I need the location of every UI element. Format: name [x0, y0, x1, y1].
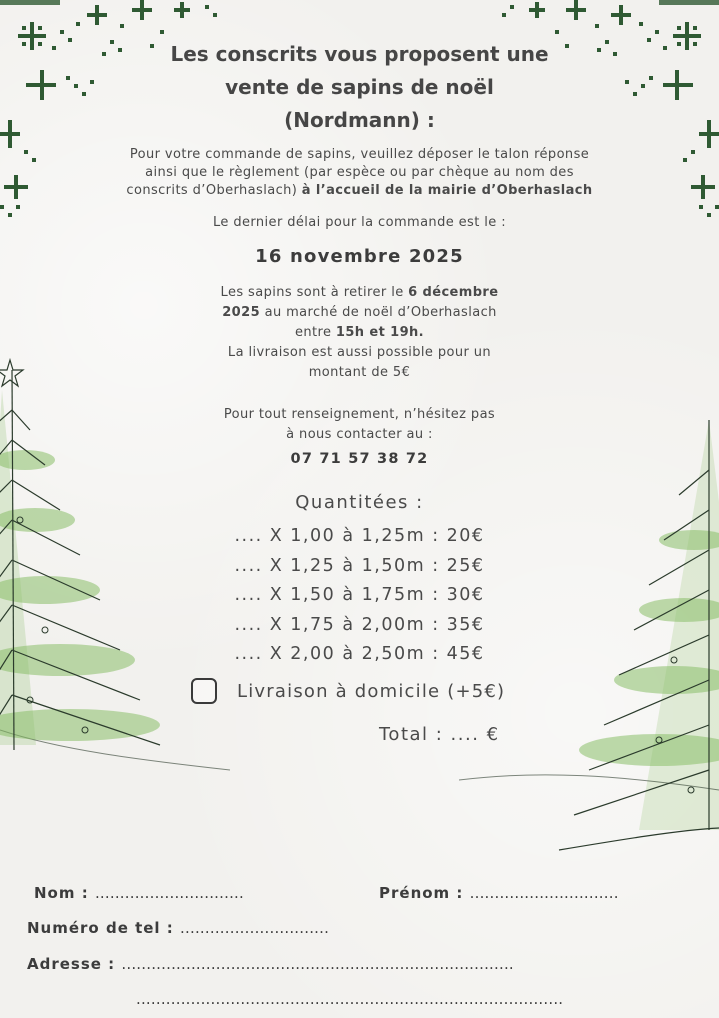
pickup-info [0, 283, 719, 383]
title-line-1: Les conscrits vous proposent une [170, 42, 549, 66]
contact-info [0, 405, 719, 445]
nom-input-line[interactable]: .............................. [94, 884, 244, 902]
pickup-date-year: 2025 [222, 305, 261, 320]
pickup-line-1-text: Les sapins sont à retirer le [220, 285, 404, 300]
delivery-note-line-2: montant de 5€ [308, 365, 411, 380]
intro-paragraph [0, 146, 719, 200]
prenom-input-line[interactable]: .............................. [469, 884, 619, 902]
pickup-date-day: 6 décembre [408, 285, 499, 300]
pickup-line-3 [0, 323, 719, 343]
quantity-item[interactable]: .... X 2,00 à 2,50m : 45€ [234, 644, 485, 665]
title-line-3: (Nordmann) : [284, 108, 435, 132]
delivery-option[interactable] [191, 676, 505, 706]
prenom-field[interactable] [379, 884, 619, 902]
tel-field[interactable] [27, 919, 329, 937]
adresse-field[interactable] [27, 955, 514, 973]
adresse-input-line[interactable]: ............................................................................... [121, 955, 514, 973]
pickup-location: au marché de noël d’Oberhaslach [264, 305, 497, 320]
deadline-date: 16 novembre 2025 [255, 246, 464, 267]
page-title [0, 38, 719, 137]
quantity-item[interactable]: .... X 1,25 à 1,50m : 25€ [234, 555, 485, 576]
tel-label: Numéro de tel : [27, 919, 174, 937]
tel-input-line[interactable]: .............................. [180, 919, 330, 937]
title-line-2: vente de sapins de noël [225, 75, 494, 99]
quantities-list [0, 522, 719, 670]
pickup-line-2 [0, 303, 719, 323]
adresse-second-line[interactable] [136, 990, 563, 1008]
delivery-checkbox[interactable] [191, 678, 217, 704]
delivery-note-line-1: La livraison est aussi possible pour un [227, 345, 492, 360]
deadline-label: Le dernier délai pour la commande est le : [213, 215, 506, 230]
pickup-between: entre [294, 325, 332, 340]
intro-line-2: ainsi que le règlement (par espèce ou par chèque au nom des [145, 165, 574, 180]
quantity-item[interactable]: .... X 1,00 à 1,25m : 20€ [234, 526, 485, 546]
intro-line-3-text: conscrits d’Oberhaslach) [126, 183, 298, 198]
contact-line-2: à nous contacter au : [286, 427, 433, 442]
phone-number: 07 71 57 38 72 [290, 451, 429, 467]
delivery-label: Livraison à domicile (+5€) [237, 680, 506, 702]
intro-mairie-location: à l’accueil de la mairie d’Oberhaslach [301, 183, 593, 198]
intro-line-1: Pour votre commande de sapins, veuillez déposer le talon réponse [129, 147, 590, 162]
nom-label: Nom : [34, 884, 89, 902]
contact-line-1: Pour tout renseignement, n’hésitez pas [223, 407, 496, 422]
quantity-item[interactable]: .... X 1,75 à 2,00m : 35€ [234, 614, 485, 635]
adresse-label: Adresse : [27, 955, 116, 973]
total-field[interactable]: Total : .... € [379, 724, 500, 745]
pickup-hours: 15h et 19h. [335, 325, 425, 340]
nom-field[interactable] [34, 884, 244, 902]
quantities-heading: Quantitées : [295, 492, 424, 513]
pickup-line-1 [0, 283, 719, 303]
intro-line-3 [0, 182, 719, 200]
adresse-input-line-2[interactable]: ...................................................................................... [136, 990, 564, 1008]
quantity-item[interactable]: .... X 1,50 à 1,75m : 30€ [234, 585, 485, 606]
prenom-label: Prénom : [379, 884, 464, 902]
